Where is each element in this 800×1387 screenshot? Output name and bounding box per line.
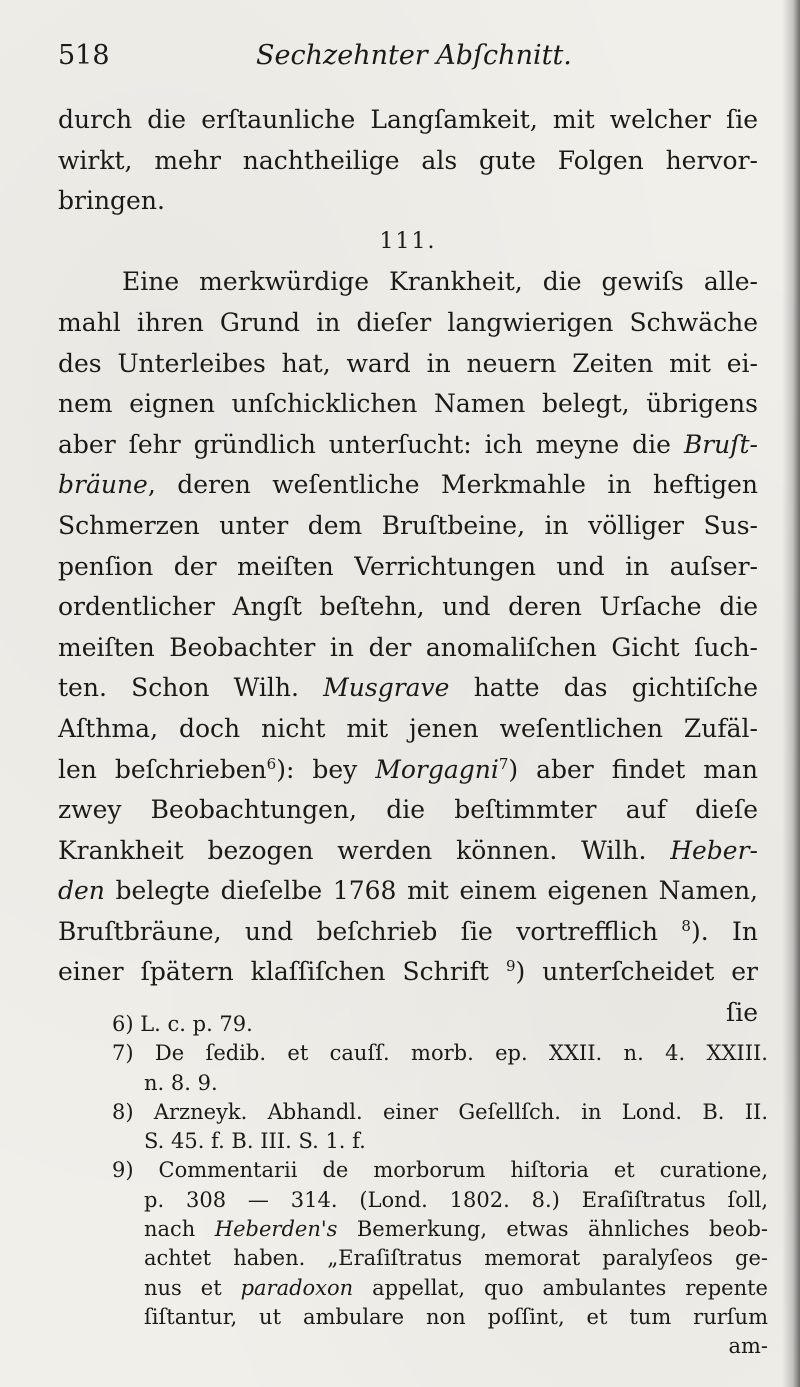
text-line: des Unterleibes hat, ward in neuern Zeiten mit ei- (58, 348, 758, 378)
text-run: aber ſehr gründlich unterſucht: ich meyne die (58, 429, 671, 459)
footnote-8-cont: S. 45. f. B. III. S. 1. f. (144, 1129, 366, 1154)
footnote-ref: 8 (681, 916, 691, 935)
text-run: ten. Schon Wilh. (58, 673, 299, 703)
italic-name: Morgagni (375, 754, 499, 784)
text-run: nach (144, 1217, 196, 1242)
running-head: Sechzehnter Abſchnitt. (256, 40, 572, 71)
text-line: wirkt, mehr nachtheilige als gute Folgen hervor- (58, 145, 758, 175)
footnote-9-cont: achtet haben. „Eraſiſtratus memorat paralyſeos ge- (144, 1246, 768, 1271)
text-line: durch die erſtaunliche Langſamkeit, mit welcher ſie (58, 105, 758, 134)
footnote-9-cont (112, 1274, 768, 1303)
text-run: ) unterſcheidet er (515, 957, 758, 987)
footnote-ref: 9 (505, 957, 516, 976)
italic-name: Heberden's (214, 1217, 338, 1242)
text-run: hatte das gichtiſche (473, 673, 759, 703)
text-line: bringen. (58, 186, 165, 216)
page-number: 518 (58, 40, 110, 71)
text-line: nem eignen unſchicklichen Namen belegt, übrigens (58, 389, 758, 419)
text-run: , deren weſentliche Merkmahle in heftigen (147, 470, 758, 500)
text-line (58, 750, 758, 791)
text-line (58, 425, 758, 466)
footnote-catchword: am- (728, 1334, 768, 1359)
text-line: ordentlicher Angſt beſtehn, und deren Urſache die (58, 592, 758, 622)
text-run: len beſchrieben (58, 754, 267, 784)
italic-name: den (58, 876, 105, 906)
text-line: zwey Beobachtungen, die beſtimmter auf dieſe (58, 795, 758, 825)
catchword: ſie (725, 998, 758, 1028)
text-line: Schmerzen unter dem Bruſtbeine, in völliger Sus- (58, 510, 758, 540)
footnote-7-cont: n. 8. 9. (144, 1070, 218, 1095)
text-line (58, 871, 758, 912)
page-edge-shadow (782, 0, 800, 1387)
text-run: einer ſpätern klaſſiſchen Schrift (58, 957, 489, 987)
text-line (58, 952, 758, 993)
text-line (58, 831, 758, 872)
italic-term: bräune (58, 470, 148, 500)
main-text (58, 100, 758, 1034)
text-line: Eine merkwürdige Krankheit, die gewiſs alle- (122, 267, 758, 297)
footnote-7: 7) De ſedib. et cauſſ. morb. ep. XXII. n. 4. XXIII. (112, 1041, 768, 1066)
text-run: nus et (144, 1275, 222, 1300)
text-run: ) aber findet man (508, 754, 759, 784)
text-line: meiſten Beobachter in der anomaliſchen Gicht ſuch- (58, 632, 758, 662)
text-line: penſion der meiſten Verrichtungen und in auſser- (58, 551, 758, 581)
text-run: belegte dieſelbe 1768 mit einem eigenen Namen, (115, 876, 758, 906)
text-run: Krankheit bezogen werden können. Wilh. (58, 835, 647, 865)
footnote-9-cont: ſiſtantur, ut ambulare non poſſint, et tum rurſum (144, 1304, 768, 1329)
italic-term: Bruſt- (683, 429, 758, 459)
section-number: 111. (379, 228, 437, 254)
footnotes (112, 1010, 768, 1362)
italic-name: Heber- (670, 835, 758, 865)
italic-term: paradoxon (240, 1275, 354, 1300)
text-line: Aſthma, doch nicht mit jenen weſentlichen Zufäl- (58, 713, 758, 743)
text-run: ). In (690, 916, 759, 946)
text-run: Bruſtbräune, und beſchrieb ſie vortrefflich (58, 916, 658, 946)
page-header (58, 40, 748, 80)
footnote-8: 8) Arzneyk. Abhandl. einer Geſellſch. in Lond. B. II. (112, 1099, 768, 1124)
footnote-ref: 6 (266, 754, 277, 773)
text-run: appellat, quo ambulantes repente (372, 1275, 768, 1300)
footnote-9-cont: p. 308 — 314. (Lond. 1802. 8.) Eraſiſtratus ſoll, (144, 1187, 768, 1212)
text-run: Bemerkung, etwas ähnliches beob- (356, 1217, 768, 1242)
text-run: ): bey (276, 754, 358, 784)
footnote-ref: 7 (498, 754, 509, 773)
text-line: mahl ihren Grund in dieſer langwierigen Schwäche (58, 307, 758, 337)
footnote-9: 9) Commentarii de morborum hiſtoria et curatione, (112, 1158, 768, 1183)
text-line (58, 912, 758, 953)
text-line (58, 465, 758, 506)
footnote-6: 6) L. c. p. 79. (112, 1012, 253, 1036)
text-line (58, 668, 758, 709)
footnote-9-cont (112, 1215, 768, 1244)
italic-name: Musgrave (323, 673, 450, 703)
